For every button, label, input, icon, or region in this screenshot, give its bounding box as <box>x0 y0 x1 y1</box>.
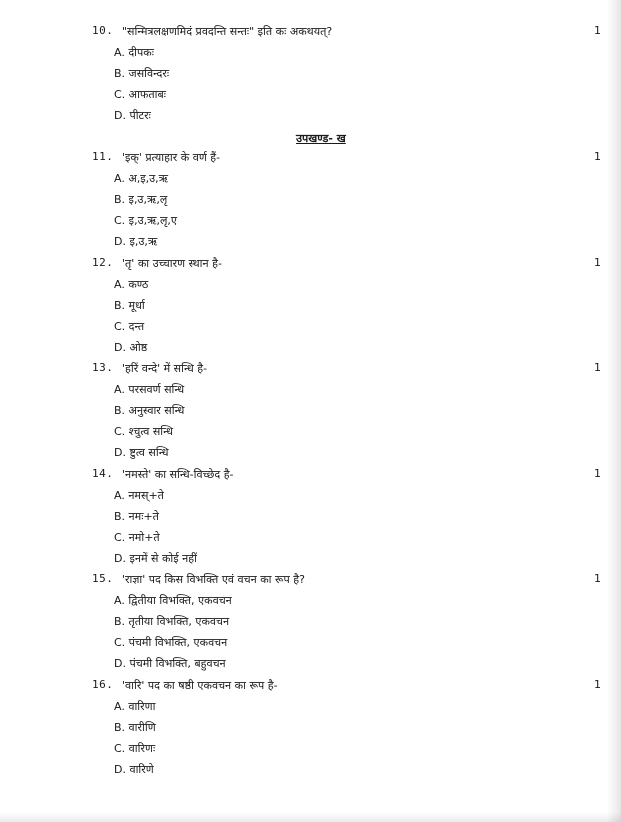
option-a: A. कण्ठ <box>114 278 149 291</box>
option-c: C. नमो+ते <box>114 531 160 544</box>
option-c: C. श्चुत्व सन्धि <box>114 425 173 438</box>
question-number: 11. <box>92 150 114 163</box>
question-marks: 1 <box>594 572 601 585</box>
option-d: D. इनमें से कोई नहीं <box>114 552 197 565</box>
question-13 <box>92 359 601 459</box>
option-c: C. आफताबः <box>114 88 167 101</box>
option-b: B. इ,उ,ऋ,लृ <box>114 193 168 206</box>
option-c: C. वारिणः <box>114 742 156 755</box>
option-d: D. पीटरः <box>114 109 151 122</box>
options-list <box>114 274 148 358</box>
question-14 <box>92 465 601 565</box>
question-marks: 1 <box>594 361 601 374</box>
option-d: D. वारिणे <box>114 763 154 776</box>
option-b: B. वारीणि <box>114 721 156 734</box>
question-12 <box>92 254 601 354</box>
question-marks: 1 <box>594 256 601 269</box>
question-marks: 1 <box>594 24 601 37</box>
question-16 <box>92 676 601 776</box>
question-text: 'इक्' प्रत्याहार के वर्ण हैं- <box>122 151 221 164</box>
question-number: 13. <box>92 361 114 374</box>
options-list <box>114 485 197 569</box>
option-d: D. ओष्ठ <box>114 341 148 354</box>
option-a: A. परसवर्ण सन्धि <box>114 383 185 396</box>
option-d: D. ष्टुत्व सन्धि <box>114 446 169 459</box>
question-15 <box>92 570 601 670</box>
option-b: B. तृतीया विभक्ति, एकवचन <box>114 615 230 628</box>
question-text: 'राज्ञा' पद किस विभक्ति एवं वचन का रूप है? <box>122 573 305 586</box>
question-11 <box>92 148 601 248</box>
question-number: 16. <box>92 678 114 691</box>
question-text: 'हरिं वन्दे' में सन्धि है- <box>122 362 208 375</box>
option-a: A. नमस्+ते <box>114 489 164 502</box>
option-a: A. वारिणा <box>114 700 156 713</box>
option-b: B. मूर्धा <box>114 299 145 312</box>
option-c: C. दन्त <box>114 320 145 333</box>
options-list <box>114 42 169 126</box>
option-d: D. इ,उ,ऋ <box>114 235 158 248</box>
option-b: B. अनुस्वार सन्धि <box>114 404 185 417</box>
option-b: B. जसविन्दरः <box>114 67 170 80</box>
question-marks: 1 <box>594 467 601 480</box>
option-c: C. पंचमी विभक्ति, एकवचन <box>114 636 228 649</box>
question-10 <box>92 22 601 122</box>
page-edge-shadow <box>607 0 621 822</box>
option-c: C. इ,उ,ऋ,लृ,ए <box>114 214 178 227</box>
question-marks: 1 <box>594 150 601 163</box>
option-d: D. पंचमी विभक्ति, बहुवचन <box>114 657 226 670</box>
subsection-heading: उपखण्ड- ख <box>296 132 346 145</box>
options-list <box>114 590 232 674</box>
option-a: A. अ,इ,उ,ऋ <box>114 172 169 185</box>
question-text: 'तृ' का उच्चारण स्थान है- <box>122 257 222 270</box>
page-bottom-shadow <box>0 812 621 822</box>
question-marks: 1 <box>594 678 601 691</box>
options-list <box>114 379 184 463</box>
question-text: "सन्मित्रलक्षणमिदं प्रवदन्ति सन्तः" इति कः अकथयत्? <box>122 25 333 38</box>
question-number: 15. <box>92 572 114 585</box>
question-number: 12. <box>92 256 114 269</box>
options-list <box>114 696 156 780</box>
question-number: 14. <box>92 467 114 480</box>
option-a: A. दीपकः <box>114 46 154 59</box>
option-a: A. द्वितीया विभक्ति, एकवचन <box>114 594 232 607</box>
question-text: 'नमस्ते' का सन्धि-विच्छेद है- <box>122 468 234 481</box>
question-text: 'वारि' पद का षष्ठी एकवचन का रूप है- <box>122 679 278 692</box>
options-list <box>114 168 177 252</box>
question-number: 10. <box>92 24 114 37</box>
option-b: B. नमः+ते <box>114 510 159 523</box>
